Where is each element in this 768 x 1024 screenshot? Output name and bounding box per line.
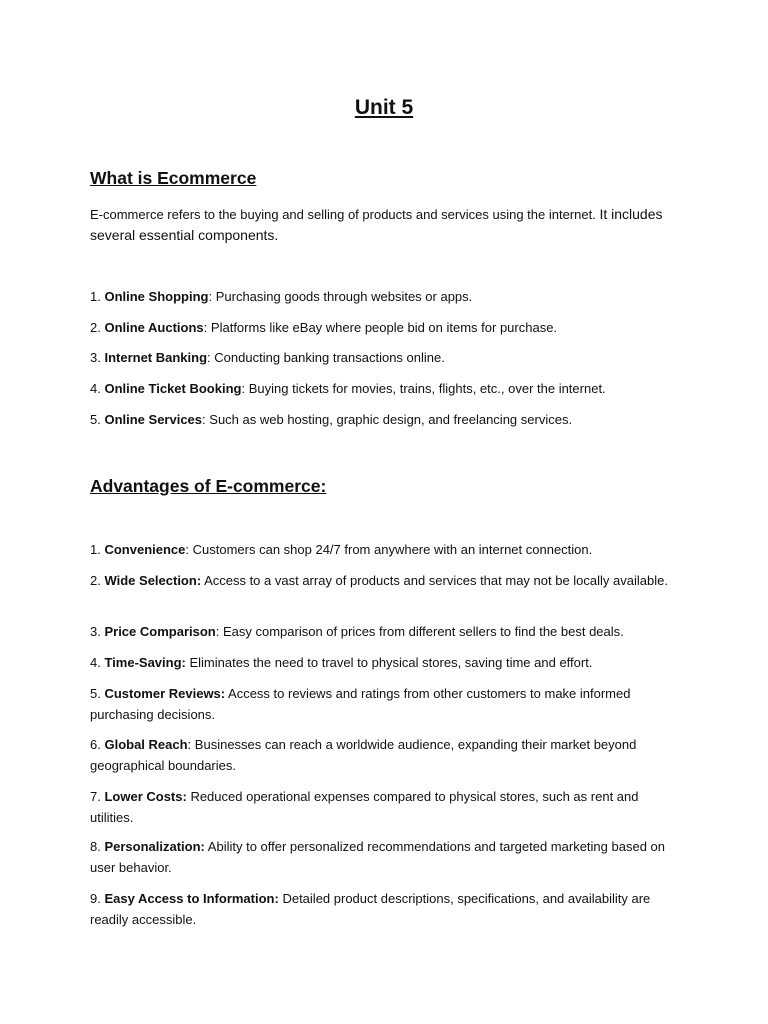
item-term: Lower Costs: <box>104 789 187 804</box>
list-item: 4. Time-Saving: Eliminates the need to travel to physical stores, saving time and effort. <box>90 655 593 670</box>
intro-text-part1: E-commerce refers to the buying and selling of products and services using the internet. <box>90 207 596 222</box>
item-term: Online Ticket Booking <box>104 381 242 396</box>
item-text: Eliminates the need to travel to physical stores, saving time and effort. <box>189 655 593 670</box>
list-item: 1. Online Shopping: Purchasing goods through websites or apps. <box>90 289 473 304</box>
item-text: Ability to offer personalized recommendations and targeted marketing based on user behavior. <box>90 839 665 875</box>
section-heading-what-is-ecommerce: What is Ecommerce <box>90 168 257 188</box>
list-item: 9. Easy Access to Information: Detailed product descriptions, specifications, and availability are readily accessible. <box>90 891 651 927</box>
item-term: Easy Access to Information: <box>104 891 279 906</box>
section-heading-advantages: Advantages of E-commerce: <box>90 476 327 496</box>
item-text: Purchasing goods through websites or apps. <box>215 289 473 304</box>
document-title: Unit 5 <box>354 96 414 119</box>
list-item: 3. Internet Banking: Conducting banking transactions online. <box>90 350 445 365</box>
list-item: 5. Online Services: Such as web hosting, graphic design, and freelancing services. <box>90 412 573 427</box>
item-text: Platforms like eBay where people bid on items for purchase. <box>210 320 558 335</box>
intro-text-part2: It includes several essential components. <box>90 206 663 243</box>
item-text: Buying tickets for movies, trains, flights, etc., over the internet. <box>248 381 606 396</box>
item-term: Personalization: <box>104 839 205 854</box>
item-term: Online Auctions <box>104 320 204 335</box>
item-term: Internet Banking <box>104 350 208 365</box>
item-term: Online Shopping <box>104 289 209 304</box>
list-item: 8. Personalization: Ability to offer personalized recommendations and targeted marketing based on user behavior. <box>90 839 665 875</box>
item-term: Wide Selection: <box>104 573 202 588</box>
item-text: Access to a vast array of products and services that may not be locally available. <box>204 573 668 588</box>
item-text: Businesses can reach a worldwide audience, expanding their market beyond geographical boundaries. <box>90 737 637 773</box>
item-term: Time-Saving: <box>104 655 186 670</box>
list-item: 7. Lower Costs: Reduced operational expenses compared to physical stores, such as rent and utilities. <box>90 789 639 825</box>
list-item: 6. Global Reach: Businesses can reach a worldwide audience, expanding their market beyond geographical boundaries. <box>90 737 637 773</box>
item-term: Customer Reviews: <box>104 686 226 701</box>
item-text: Customers can shop 24/7 from anywhere with an internet connection. <box>192 542 593 557</box>
item-text: Conducting banking transactions online. <box>214 350 445 365</box>
item-text: Easy comparison of prices from different sellers to find the best deals. <box>222 624 624 639</box>
intro-paragraph <box>90 204 670 246</box>
item-text: Detailed product descriptions, specifications, and availability are readily accessible. <box>90 891 651 927</box>
list-item: 5. Customer Reviews: Access to reviews and ratings from other customers to make informed purchasing decisions. <box>90 686 631 722</box>
list-item: 3. Price Comparison: Easy comparison of prices from different sellers to find the best deals. <box>90 624 624 639</box>
list-item: 2. Wide Selection: Access to a vast array of products and services that may not be locally available. <box>90 573 668 588</box>
item-text: Access to reviews and ratings from other customers to make informed purchasing decisions. <box>90 686 631 722</box>
list-item: 4. Online Ticket Booking: Buying tickets for movies, trains, flights, etc., over the internet. <box>90 381 606 396</box>
list-item: 2. Online Auctions: Platforms like eBay where people bid on items for purchase. <box>90 320 558 335</box>
item-term: Global Reach <box>104 737 188 752</box>
item-term: Convenience <box>104 542 186 557</box>
item-text: Reduced operational expenses compared to physical stores, such as rent and utilities. <box>90 789 639 825</box>
item-text: Such as web hosting, graphic design, and freelancing services. <box>209 412 573 427</box>
item-term: Price Comparison <box>104 624 216 639</box>
list-item: 1. Convenience: Customers can shop 24/7 from anywhere with an internet connection. <box>90 542 593 557</box>
item-term: Online Services <box>104 412 203 427</box>
